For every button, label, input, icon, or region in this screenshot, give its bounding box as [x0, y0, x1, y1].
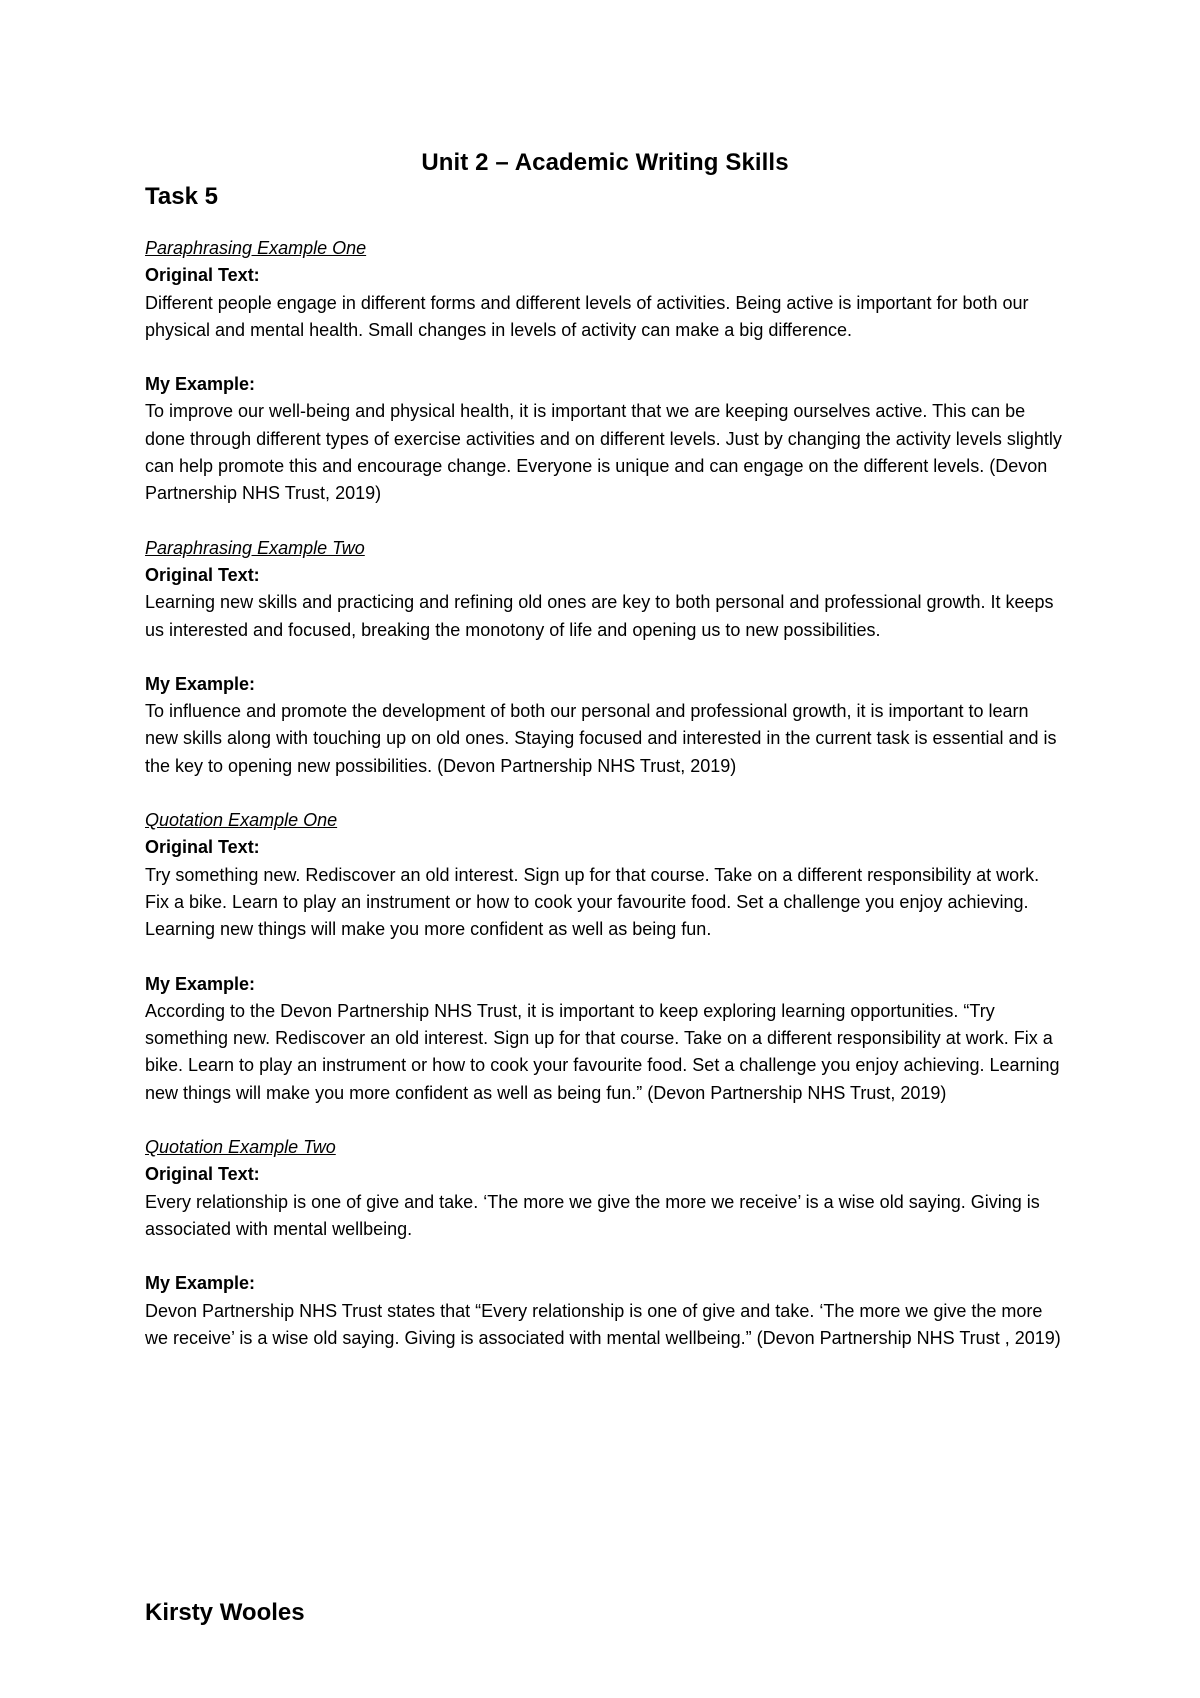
paraphrasing-example-two-section [145, 535, 1065, 780]
section-heading: Paraphrasing Example Two [145, 537, 365, 558]
original-text: Learning new skills and practicing and refining old ones are key to both personal and professional growth. It keeps us interested and focused, breaking the monotony of life and opening us to new possibilities. [145, 592, 1054, 640]
quotation-example-one-section [145, 807, 1065, 1107]
my-example-label: My Example: [145, 973, 256, 994]
my-example-label: My Example: [145, 673, 256, 694]
original-text: Every relationship is one of give and take. ‘The more we give the more we receive’ is a wise old saying. Giving is associated with mental wellbeing. [145, 1191, 1040, 1239]
paraphrasing-example-one-section [145, 235, 1065, 508]
my-example-text: According to the Devon Partnership NHS Trust, it is important to keep exploring learning opportunities. “Try something new. Rediscover an old interest. Sign up for that course. Take on a different responsibility at work. Fix a bike. Learn to play an instrument or how to cook your favourite food. Set a challenge you enjoy achieving. Learning new things will make you more confident as well as being fun.” (Devon Partnership NHS Trust, 2019) [145, 1000, 1060, 1103]
original-text-label: Original Text: [145, 265, 260, 286]
document-page [145, 148, 1065, 1352]
quotation-example-two-section [145, 1134, 1065, 1352]
original-text-label: Original Text: [145, 564, 260, 585]
original-text-label: Original Text: [145, 1164, 260, 1185]
section-heading: Paraphrasing Example One [145, 238, 367, 258]
page-title: Unit 2 – Academic Writing Skills [421, 149, 789, 176]
original-text: Try something new. Rediscover an old interest. Sign up for that course. Take on a different responsibility at work. Fix a bike. Learn to play an instrument or how to cook your favourite food. Set a challenge you enjoy achieving. Learning new things will make you more confident as well as being fun. [145, 864, 1040, 940]
my-example-label: My Example: [145, 1273, 256, 1294]
original-text: Different people engage in different forms and different levels of activities. Being active is important for both our physical and mental health. Small changes in levels of activity can make a big difference. [145, 292, 1029, 340]
author-name: Kirsty Wooles [145, 1599, 305, 1626]
my-example-label: My Example: [145, 374, 256, 395]
original-text-label: Original Text: [145, 837, 260, 858]
my-example-text: To influence and promote the development of both our personal and professional growth, it is important to learn new skills along with touching up on old ones. Staying focused and interested in the current task is essential and is the key to opening new possibilities. (Devon Partnership NHS Trust, 2019) [145, 701, 1057, 776]
section-heading: Quotation Example Two [145, 1137, 336, 1158]
my-example-text: Devon Partnership NHS Trust states that “Every relationship is one of give and take. ‘The more we give the more we receive’ is a wise old saying. Giving is associated with mental wellbeing.” (Devon Partnership NHS Trust , 2019) [145, 1300, 1061, 1348]
task-heading: Task 5 [145, 183, 218, 210]
my-example-text: To improve our well-being and physical health, it is important that we are keeping ourselves active. This can be done through different types of exercise activities and on different levels. Just by changing the activity levels slightly can help promote this and encourage change. Everyone is unique and can engage on the different levels. (Devon Partnership NHS Trust, 2019) [145, 401, 1062, 504]
section-heading: Quotation Example One [145, 810, 338, 831]
